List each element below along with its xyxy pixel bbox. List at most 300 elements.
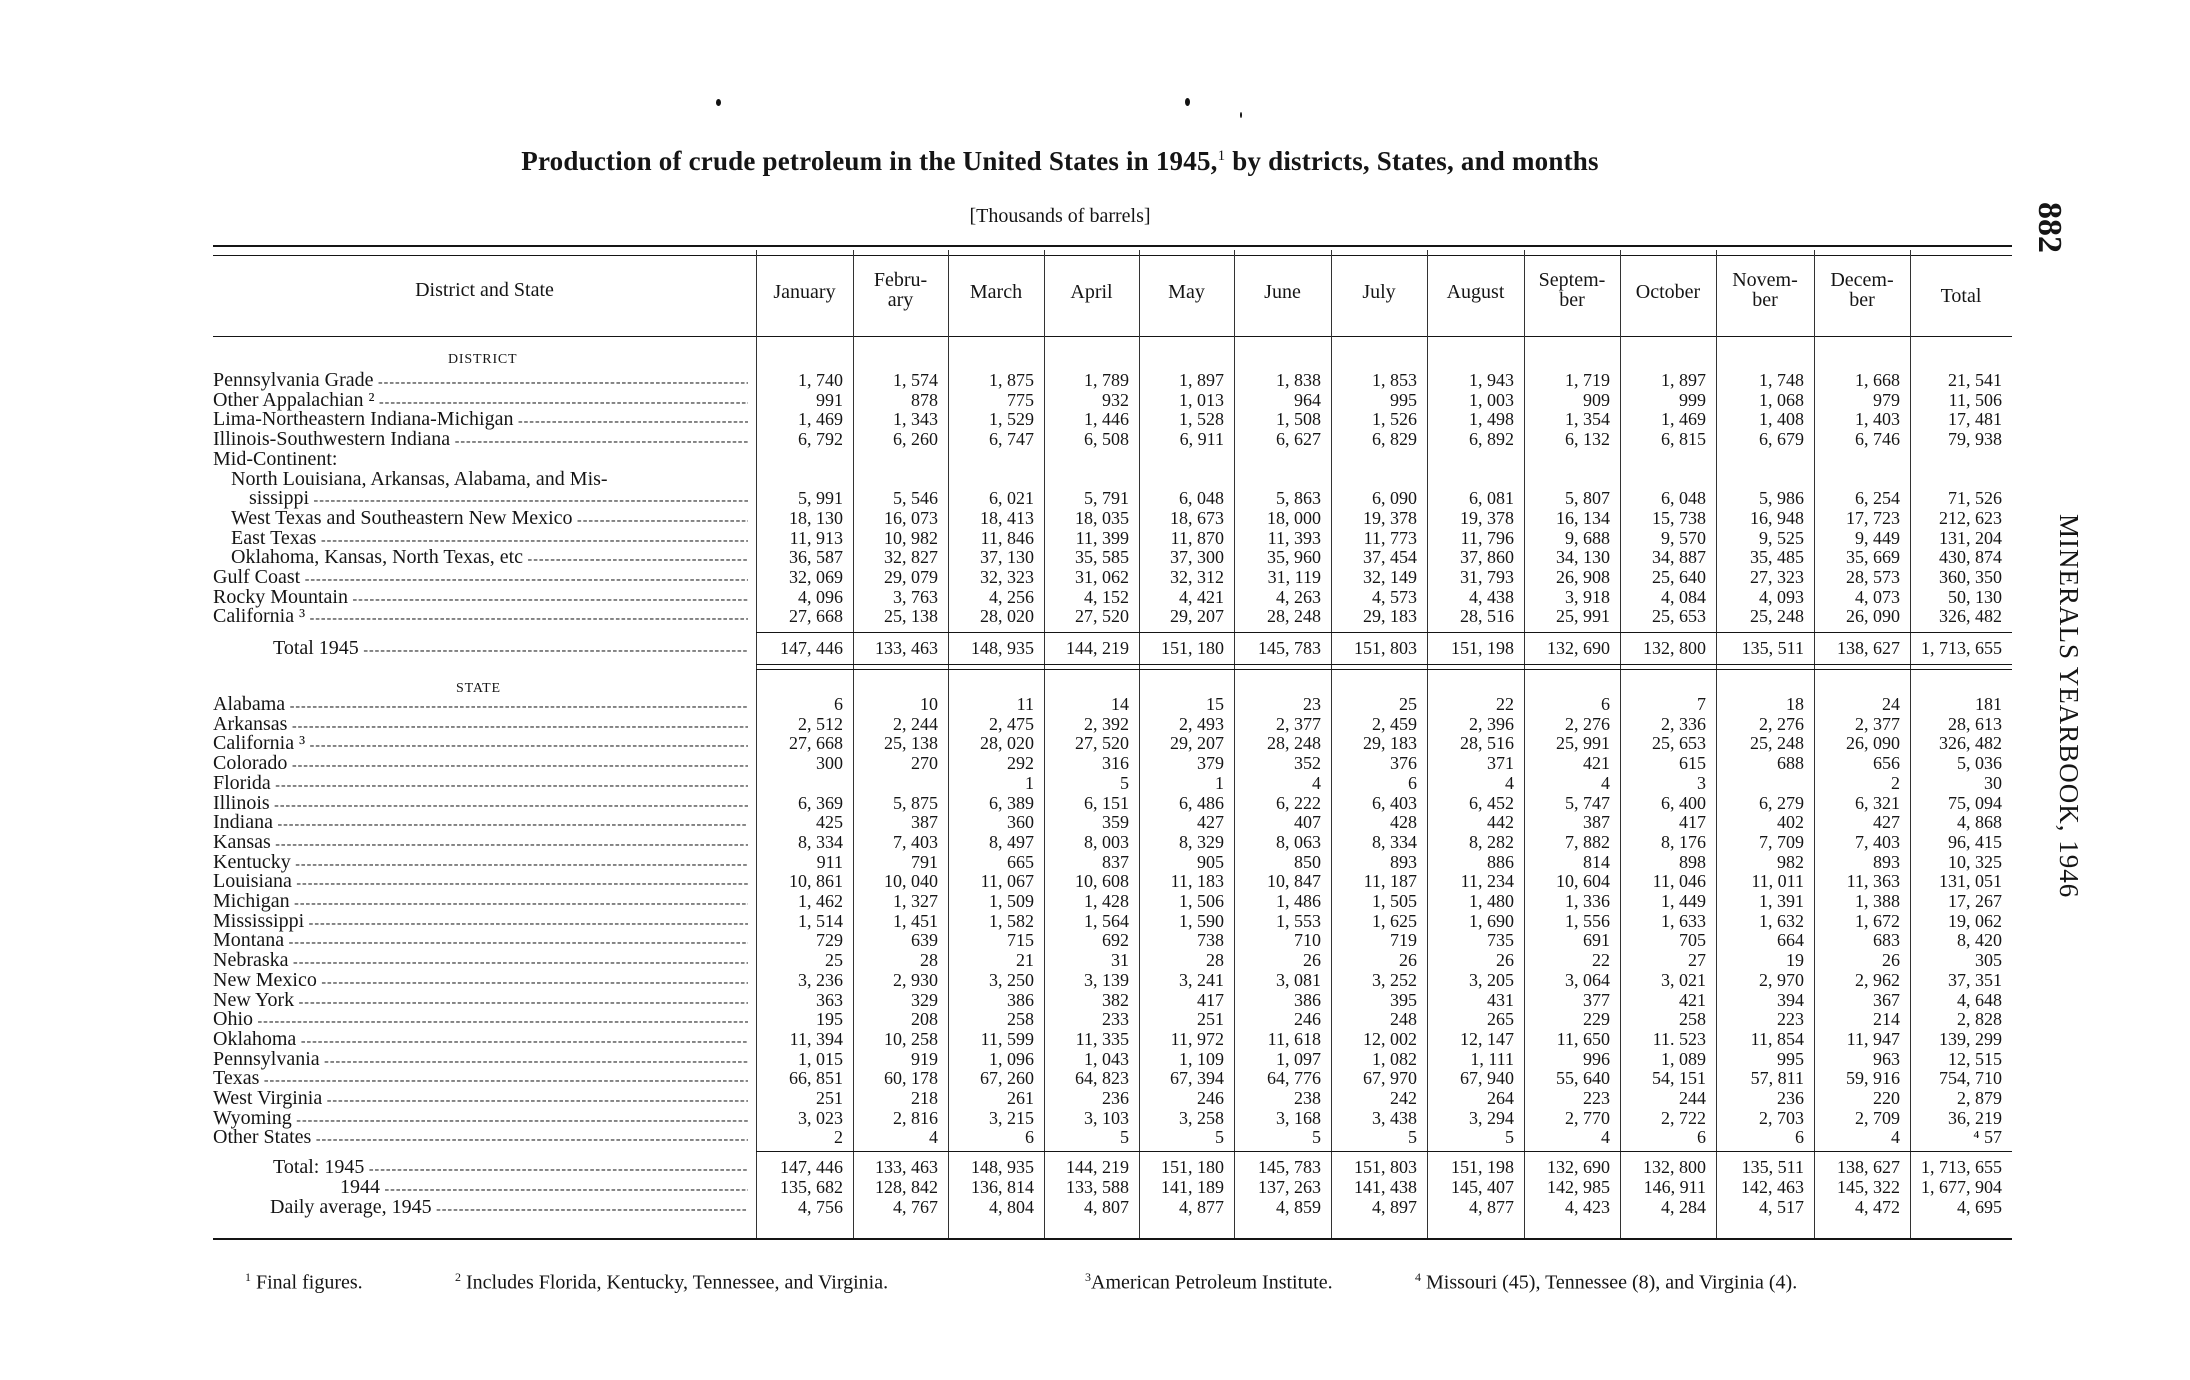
- state-row-label: Illinois -----: [213, 793, 748, 816]
- state-row-cell: 995: [1777, 1048, 1804, 1069]
- state-row-cell: 12, 002: [1363, 1028, 1417, 1049]
- state-row-cell: 2, 709: [1855, 1107, 1900, 1128]
- state-row-cell: 220: [1873, 1088, 1900, 1108]
- state-row-cell: 26: [1303, 950, 1321, 971]
- state-row-cell: 244: [1679, 1088, 1706, 1108]
- state-row-cell: 223: [1777, 1009, 1804, 1030]
- state-row-cell: 2, 493: [1179, 713, 1224, 734]
- district-row-cell: 11, 913: [789, 527, 843, 548]
- state-row-cell: 229: [1583, 1009, 1610, 1030]
- state-row-cell: 6, 452: [1469, 792, 1514, 813]
- district-row-cell: 6, 132: [1565, 429, 1610, 450]
- district-row-cell: 11, 870: [1170, 527, 1224, 548]
- state-row-cell: 54, 151: [1652, 1068, 1706, 1089]
- state-row-cell: 11, 046: [1652, 871, 1706, 892]
- state-row-cell: 893: [1873, 851, 1900, 872]
- state-row-cell: 10, 604: [1556, 871, 1610, 892]
- state-total-row-cell: 1, 677, 904: [1921, 1176, 2002, 1197]
- state-row-cell: 898: [1679, 851, 1706, 872]
- state-row-cell: 11, 394: [789, 1028, 843, 1049]
- state-row-cell: 431: [1487, 989, 1514, 1010]
- state-row-cell: 3, 139: [1084, 969, 1129, 990]
- state-row-cell: 1, 505: [1372, 891, 1417, 911]
- district-row-cell: 4, 256: [989, 586, 1034, 607]
- state-row-cell: 719: [1390, 930, 1417, 951]
- district-total-row-cell: 151, 803: [1354, 638, 1417, 659]
- district-row-label: sissippi -----: [213, 488, 748, 511]
- district-row-cell: 6, 815: [1661, 429, 1706, 450]
- district-row-cell: 1, 748: [1759, 370, 1804, 390]
- state-row-cell: 60, 178: [884, 1068, 938, 1089]
- district-row-cell: 37, 860: [1460, 547, 1514, 568]
- district-row-cell: 36, 587: [789, 547, 843, 568]
- state-row-cell: 11: [1016, 694, 1034, 714]
- state-row-cell: 75, 094: [1948, 792, 2002, 813]
- print-speck: [1240, 112, 1242, 118]
- state-row-label: California ³ -----: [213, 733, 748, 756]
- district-row-cell: 4, 573: [1372, 586, 1417, 607]
- district-row-cell: 932: [1102, 389, 1129, 410]
- district-row-cell: 995: [1390, 389, 1417, 410]
- column-header-line: January: [773, 281, 836, 303]
- district-total-row-cell: 133, 463: [875, 638, 938, 659]
- state-row-cell: 1, 082: [1372, 1048, 1417, 1069]
- district-row-cell: 29, 183: [1363, 606, 1417, 627]
- state-row-cell: 352: [1294, 753, 1321, 774]
- state-total-row-cell: 137, 263: [1258, 1176, 1321, 1197]
- state-row-cell: 208: [911, 1009, 938, 1030]
- state-row-cell: 8, 063: [1276, 831, 1321, 852]
- district-row-cell: 6, 747: [989, 429, 1034, 450]
- state-row-cell: 67, 260: [980, 1068, 1034, 1089]
- state-row-cell: 360: [1007, 812, 1034, 833]
- district-row-cell: 326, 482: [1939, 606, 2002, 627]
- district-row-cell: 979: [1873, 389, 1900, 410]
- state-row-cell: 31: [1111, 950, 1129, 971]
- state-row-cell: 850: [1294, 851, 1321, 872]
- state-row-cell: 214: [1873, 1009, 1900, 1030]
- state-row-cell: 30: [1984, 772, 2002, 793]
- district-row-cell: 19, 378: [1363, 507, 1417, 528]
- state-row-cell: 738: [1197, 930, 1224, 951]
- state-subtotal-rule: [756, 1151, 2012, 1152]
- state-total-row-cell: 148, 935: [971, 1157, 1034, 1178]
- state-row-cell: 181: [1975, 694, 2002, 714]
- district-row-cell: 32, 069: [789, 567, 843, 587]
- state-row-cell: 28, 248: [1267, 733, 1321, 754]
- column-header-month: [853, 270, 948, 310]
- state-row-cell: 982: [1777, 851, 1804, 872]
- district-row-label: Lima-Northeastern Indiana-Michigan -----: [213, 409, 748, 432]
- state-row-cell: 59, 916: [1846, 1068, 1900, 1089]
- state-row-cell: 10: [920, 694, 938, 714]
- state-row-cell: 1, 388: [1855, 891, 1900, 911]
- state-row-cell: 2, 816: [893, 1107, 938, 1128]
- state-row-cell: 886: [1487, 851, 1514, 872]
- state-row-cell: 8, 334: [798, 831, 843, 852]
- state-row-cell: 3, 021: [1661, 969, 1706, 990]
- state-row-cell: 64, 823: [1075, 1068, 1129, 1089]
- column-header-line: October: [1635, 281, 1701, 303]
- state-row-cell: 387: [1583, 812, 1610, 833]
- state-row-cell: 386: [1294, 989, 1321, 1010]
- column-header-line: ber: [1559, 289, 1585, 311]
- district-row-cell: 1, 838: [1276, 370, 1321, 390]
- state-row-cell: 407: [1294, 812, 1321, 833]
- state-row-cell: 1, 506: [1179, 891, 1224, 911]
- column-header-month: [1234, 282, 1331, 302]
- district-row-cell: 34, 887: [1652, 547, 1706, 568]
- state-row-cell: 2, 377: [1276, 713, 1321, 734]
- state-row-cell: 8, 282: [1469, 831, 1514, 852]
- state-row-cell: 11, 650: [1556, 1028, 1610, 1049]
- district-total-row-cell: 132, 800: [1643, 638, 1706, 659]
- state-row-cell: 25, 653: [1652, 733, 1706, 754]
- state-row-cell: 6: [834, 694, 843, 714]
- state-total-row-cell: 4, 877: [1179, 1196, 1224, 1217]
- footnote-3: $^3$American Petroleum Institute.: [1085, 1270, 1333, 1294]
- district-row-label: North Louisiana, Arkansas, Alabama, and Mis-: [231, 468, 608, 489]
- state-row-cell: 1, 690: [1469, 910, 1514, 931]
- title-footnote-ref: 1: [1217, 148, 1226, 164]
- district-row-cell: 79, 938: [1948, 429, 2002, 450]
- state-row-cell: 248: [1390, 1009, 1417, 1030]
- state-row-cell: 5: [1120, 1127, 1129, 1148]
- state-row-cell: 367: [1873, 989, 1900, 1010]
- column-header-month: [948, 282, 1044, 302]
- state-row-cell: 919: [911, 1048, 938, 1069]
- district-row-cell: 4, 438: [1469, 586, 1514, 607]
- state-row-cell: 10, 325: [1948, 851, 2002, 872]
- state-row-cell: 57, 811: [1750, 1068, 1804, 1089]
- state-total-row-cell: 4, 284: [1661, 1196, 1706, 1217]
- state-row-cell: 19: [1786, 950, 1804, 971]
- state-row-cell: 427: [1197, 812, 1224, 833]
- state-row-cell: 11, 972: [1170, 1028, 1224, 1049]
- state-row-label: Kansas -----: [213, 832, 748, 855]
- state-row-cell: 3, 205: [1469, 969, 1514, 990]
- column-header-line: ary: [887, 289, 914, 311]
- state-row-cell: 1, 096: [989, 1048, 1034, 1069]
- state-row-cell: 664: [1777, 930, 1804, 951]
- state-row-cell: 6: [1601, 694, 1610, 714]
- state-row-cell: 12, 147: [1460, 1028, 1514, 1049]
- state-row-cell: 7, 709: [1759, 831, 1804, 852]
- state-row-cell: 2, 276: [1759, 713, 1804, 734]
- state-row-cell: 11, 011: [1751, 871, 1804, 892]
- state-row-cell: 2, 962: [1855, 969, 1900, 990]
- district-row-cell: 16, 073: [884, 507, 938, 528]
- state-row-label: Arkansas -----: [213, 714, 748, 737]
- district-row-cell: 6, 254: [1855, 488, 1900, 509]
- running-head: MINERALS YEARBOOK, 1946: [2054, 514, 2084, 899]
- state-row-cell: 28: [1206, 950, 1224, 971]
- district-row-cell: 31, 119: [1267, 567, 1321, 587]
- state-row-cell: 25, 991: [1556, 733, 1610, 754]
- state-total-row-cell: 146, 911: [1643, 1176, 1706, 1197]
- state-row-cell: 25, 248: [1750, 733, 1804, 754]
- state-row-cell: 11, 067: [980, 871, 1034, 892]
- state-row-cell: 2: [1891, 772, 1900, 793]
- district-row-cell: 6, 911: [1179, 429, 1224, 450]
- state-row-label: Other States -----: [213, 1127, 748, 1150]
- district-row-cell: 10, 982: [884, 527, 938, 548]
- state-row-cell: 26, 090: [1846, 733, 1900, 754]
- state-row-cell: 246: [1294, 1009, 1321, 1030]
- district-row-label: Illinois-Southwestern Indiana -----: [213, 429, 748, 452]
- state-row-cell: 326, 482: [1939, 733, 2002, 754]
- state-row-cell: 22: [1496, 694, 1514, 714]
- state-row-cell: 11, 599: [980, 1028, 1034, 1049]
- district-row-cell: 28, 020: [980, 606, 1034, 627]
- state-row-cell: 6, 486: [1179, 792, 1224, 813]
- state-total-row-cell: 145, 407: [1451, 1176, 1514, 1197]
- district-row-cell: 29, 079: [884, 567, 938, 587]
- district-row-cell: 6, 829: [1372, 429, 1417, 450]
- state-row-cell: 67, 394: [1170, 1068, 1224, 1089]
- state-row-cell: 223: [1583, 1088, 1610, 1108]
- state-row-cell: 1, 633: [1661, 910, 1706, 931]
- state-row-cell: 5: [1215, 1127, 1224, 1148]
- column-header-month: [1524, 270, 1620, 310]
- state-row-cell: 1, 449: [1661, 891, 1706, 911]
- state-total-row-cell: 142, 463: [1741, 1176, 1804, 1197]
- district-row-cell: 5, 807: [1565, 488, 1610, 509]
- state-row-cell: 3, 215: [989, 1107, 1034, 1128]
- section-heading-state: STATE: [456, 681, 501, 697]
- district-row-cell: 28, 516: [1460, 606, 1514, 627]
- state-row-cell: 1, 632: [1759, 910, 1804, 931]
- state-row-cell: 1, 514: [798, 910, 843, 931]
- state-row-cell: 25: [1399, 694, 1417, 714]
- state-row-cell: 656: [1873, 753, 1900, 774]
- district-row-cell: 4, 084: [1661, 586, 1706, 607]
- column-header-month: [1139, 282, 1234, 302]
- state-row-cell: 1, 451: [893, 910, 938, 931]
- district-row-cell: 430, 874: [1939, 547, 2002, 568]
- district-row-cell: 27, 668: [789, 606, 843, 627]
- table-bottom-rule: [213, 1238, 2012, 1240]
- state-row-cell: 3, 064: [1565, 969, 1610, 990]
- district-row-cell: 1, 719: [1565, 370, 1610, 390]
- district-row-cell: 31, 062: [1075, 567, 1129, 587]
- district-row-cell: 5, 791: [1084, 488, 1129, 509]
- state-row-cell: 379: [1197, 753, 1224, 774]
- state-row-cell: 688: [1777, 753, 1804, 774]
- state-total-row-cell: 4, 423: [1565, 1196, 1610, 1217]
- state-total-row-cell: 151, 198: [1451, 1157, 1514, 1178]
- state-row-cell: 10, 040: [884, 871, 938, 892]
- state-row-cell: 893: [1390, 851, 1417, 872]
- district-row-cell: 6, 021: [989, 488, 1034, 509]
- district-row-cell: 5, 546: [893, 488, 938, 509]
- district-row-cell: 1, 013: [1179, 389, 1224, 410]
- district-row-cell: 1, 508: [1276, 409, 1321, 430]
- state-row-cell: 139, 299: [1939, 1028, 2002, 1049]
- state-row-cell: 251: [1197, 1009, 1224, 1030]
- state-row-cell: 3: [1697, 772, 1706, 793]
- district-row-cell: 6, 679: [1759, 429, 1804, 450]
- district-row-cell: 6, 627: [1276, 429, 1321, 450]
- district-row-cell: 25, 248: [1750, 606, 1804, 627]
- state-row-cell: 3, 168: [1276, 1107, 1321, 1128]
- state-row-cell: 27: [1688, 950, 1706, 971]
- print-speck: [716, 99, 721, 106]
- state-row-cell: 1, 391: [1759, 891, 1804, 911]
- state-row-cell: 3, 103: [1084, 1107, 1129, 1128]
- state-row-cell: 2, 244: [893, 713, 938, 734]
- district-row-cell: 5, 863: [1276, 488, 1321, 509]
- district-row-cell: 4, 263: [1276, 586, 1321, 607]
- state-row-cell: 36, 219: [1948, 1107, 2002, 1128]
- state-row-cell: 5: [1408, 1127, 1417, 1148]
- state-row-cell: 264: [1487, 1088, 1514, 1108]
- state-row-cell: 4: [929, 1127, 938, 1148]
- district-row-cell: 9, 570: [1661, 527, 1706, 548]
- state-row-cell: 236: [1777, 1088, 1804, 1108]
- state-row-cell: 6: [1025, 1127, 1034, 1148]
- state-row-cell: 428: [1390, 812, 1417, 833]
- column-header-line: Septem-: [1538, 269, 1606, 291]
- state-row-label: Nebraska -----: [213, 950, 748, 973]
- state-row-cell: 11, 947: [1846, 1028, 1900, 1049]
- district-row-cell: 1, 897: [1661, 370, 1706, 390]
- state-row-cell: 1, 043: [1084, 1048, 1129, 1069]
- state-row-cell: 1: [1025, 772, 1034, 793]
- district-row-cell: 28, 248: [1267, 606, 1321, 627]
- district-row-cell: 11, 773: [1363, 527, 1417, 548]
- state-row-label: Ohio -----: [213, 1009, 748, 1032]
- state-row-cell: 683: [1873, 930, 1900, 951]
- state-row-cell: 2, 276: [1565, 713, 1610, 734]
- state-row-cell: 2, 475: [989, 713, 1034, 734]
- state-total-row-label: Daily average, 1945 -----: [213, 1197, 748, 1220]
- state-row-cell: 8, 497: [989, 831, 1034, 852]
- state-row-cell: 3, 250: [989, 969, 1034, 990]
- column-header-month: [1331, 282, 1427, 302]
- state-row-cell: 1, 015: [798, 1048, 843, 1069]
- district-row-cell: 18, 130: [789, 507, 843, 528]
- state-row-cell: 363: [816, 989, 843, 1010]
- district-row-cell: 1, 498: [1469, 409, 1514, 430]
- state-row-cell: 814: [1583, 851, 1610, 872]
- state-row-cell: 26: [1399, 950, 1417, 971]
- state-row-label: West Virginia -----: [213, 1088, 748, 1111]
- district-row-cell: 1, 003: [1469, 389, 1514, 410]
- state-row-cell: 10, 847: [1267, 871, 1321, 892]
- state-row-cell: 10, 608: [1075, 871, 1129, 892]
- district-row-cell: 6, 892: [1469, 429, 1514, 450]
- district-row-cell: 5, 986: [1759, 488, 1804, 509]
- district-row-cell: 6, 746: [1855, 429, 1900, 450]
- state-row-cell: 1: [1215, 772, 1224, 793]
- district-row-cell: 6, 090: [1372, 488, 1417, 509]
- state-row-cell: 4: [1505, 772, 1514, 793]
- column-header-month: [1716, 270, 1814, 310]
- state-row-cell: 376: [1390, 753, 1417, 774]
- state-row-cell: 28, 516: [1460, 733, 1514, 754]
- state-row-label: Kentucky -----: [213, 852, 748, 875]
- state-row-cell: 67, 970: [1363, 1068, 1417, 1089]
- state-row-label: Oklahoma -----: [213, 1029, 748, 1052]
- district-row-cell: 6, 792: [798, 429, 843, 450]
- state-total-row-cell: 145, 783: [1258, 1157, 1321, 1178]
- district-row-cell: 1, 875: [989, 370, 1034, 390]
- column-header-line: Novem-: [1732, 269, 1798, 291]
- state-row-label: Michigan -----: [213, 891, 748, 914]
- state-total-row-cell: 4, 517: [1759, 1196, 1804, 1217]
- state-total-row-cell: 141, 189: [1161, 1176, 1224, 1197]
- state-row-cell: 8, 420: [1957, 930, 2002, 951]
- state-row-cell: 2, 930: [893, 969, 938, 990]
- state-row-cell: 1, 556: [1565, 910, 1610, 931]
- district-total-row-cell: 144, 219: [1066, 638, 1129, 659]
- state-row-cell: 8, 329: [1179, 831, 1224, 852]
- state-total-row-cell: 1, 713, 655: [1921, 1157, 2002, 1178]
- state-total-row-cell: 4, 756: [798, 1196, 843, 1217]
- district-row-cell: 11, 506: [1948, 389, 2002, 410]
- state-total-row-cell: 141, 438: [1354, 1176, 1417, 1197]
- state-row-cell: 3, 438: [1372, 1107, 1417, 1128]
- state-row-cell: 1, 111: [1470, 1048, 1514, 1069]
- state-row-cell: 8, 003: [1084, 831, 1129, 852]
- district-row-cell: 5, 991: [798, 488, 843, 509]
- state-row-cell: 1, 582: [989, 910, 1034, 931]
- state-row-cell: 11, 335: [1075, 1028, 1129, 1049]
- state-row-cell: 2, 512: [798, 713, 843, 734]
- table-top-rule-2: [213, 255, 2012, 256]
- state-row-cell: 261: [1007, 1088, 1034, 1108]
- district-row-cell: 37, 454: [1363, 547, 1417, 568]
- state-row-label: New Mexico -----: [213, 970, 748, 993]
- state-row-cell: 22: [1592, 950, 1610, 971]
- district-row-cell: 26, 090: [1846, 606, 1900, 627]
- state-total-row-cell: 4, 695: [1957, 1196, 2002, 1217]
- district-row-cell: 775: [1007, 389, 1034, 410]
- district-row-cell: 35, 585: [1075, 547, 1129, 568]
- column-header-line: Febru-: [873, 269, 928, 291]
- district-row-label: Rocky Mountain -----: [213, 587, 748, 610]
- state-row-label: Wyoming -----: [213, 1108, 748, 1131]
- state-row-cell: 305: [1975, 950, 2002, 971]
- state-total-row-label: 1944 -----: [213, 1177, 748, 1200]
- state-row-cell: 258: [1679, 1009, 1706, 1030]
- state-row-cell: 8, 334: [1372, 831, 1417, 852]
- column-header-month: [1044, 282, 1139, 302]
- state-row-cell: 705: [1679, 930, 1706, 951]
- state-row-cell: 4, 648: [1957, 989, 2002, 1010]
- state-row-cell: 1, 553: [1276, 910, 1321, 931]
- state-row-cell: 421: [1679, 989, 1706, 1010]
- district-total-row-cell: 132, 690: [1547, 638, 1610, 659]
- state-row-cell: 4, 868: [1957, 812, 2002, 833]
- state-row-cell: 639: [911, 930, 938, 951]
- district-row-cell: 1, 403: [1855, 409, 1900, 430]
- state-row-cell: 11. 523: [1652, 1028, 1706, 1049]
- state-row-cell: 3, 081: [1276, 969, 1321, 990]
- table-title: Production of crude petroleum in the United States in 1945,$^1$ by districts, States, and months: [521, 146, 1599, 176]
- state-row-cell: 25: [825, 950, 843, 971]
- state-total-row-cell: 128, 842: [875, 1176, 938, 1197]
- state-row-cell: 996: [1583, 1048, 1610, 1069]
- state-row-cell: 1, 672: [1855, 910, 1900, 931]
- state-row-cell: 238: [1294, 1088, 1321, 1108]
- state-total-row-label: Total: 1945 -----: [213, 1157, 748, 1180]
- state-row-cell: ⁴ 57: [1973, 1127, 2002, 1148]
- state-row-cell: 963: [1873, 1048, 1900, 1069]
- state-row-label: New York -----: [213, 990, 748, 1013]
- state-row-cell: 251: [816, 1088, 843, 1108]
